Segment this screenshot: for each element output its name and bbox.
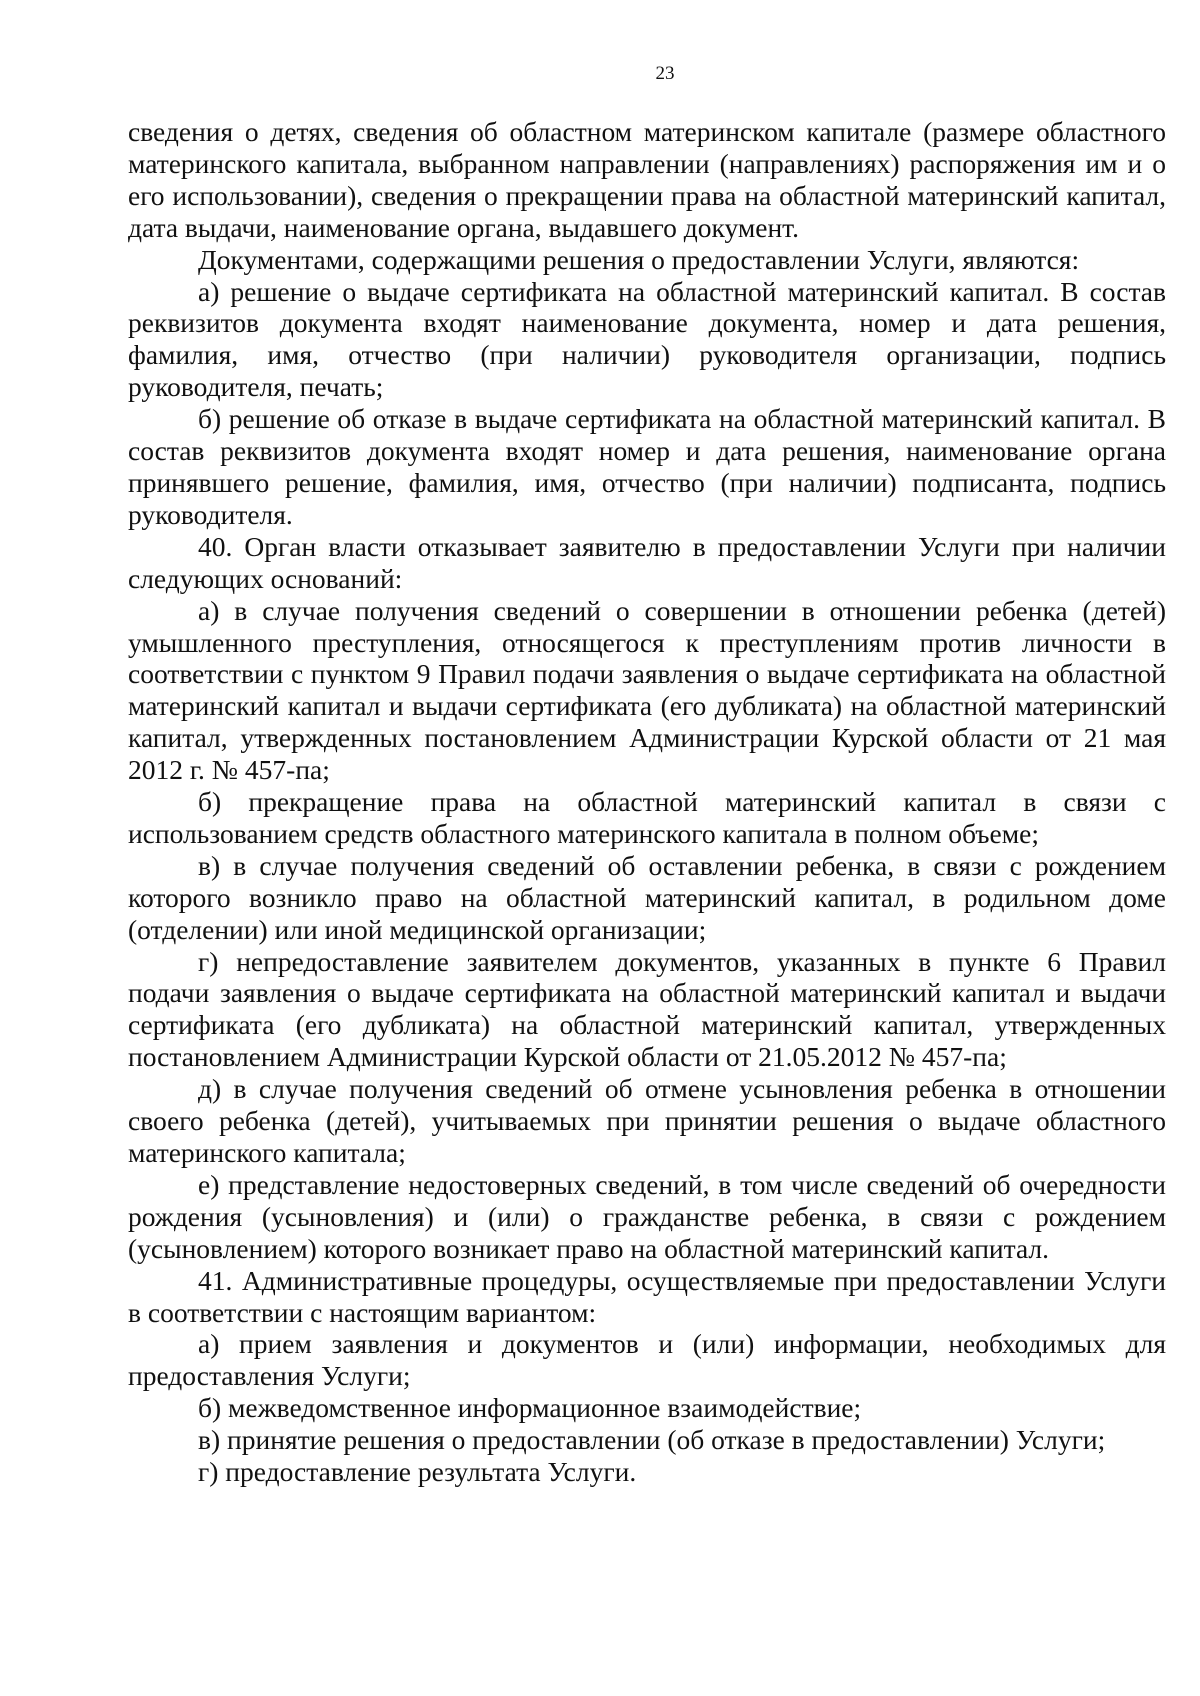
list-item-41-v: в) принятие решения о предоставлении (об отказе в предоставлении) Услуги; <box>198 1424 1106 1456</box>
paragraph-result-documents: Документами, содержащими решения о предоставлении Услуги, являются: <box>198 243 1080 275</box>
paragraph-section-40: 40. Орган власти отказывает заявителю в предоставлении Услуги при наличии следующих оснований: <box>128 530 1166 594</box>
list-item-40-e: е) представление недостоверных сведений, в том числе сведений об очередности рождения (усыновления) и (или) о гражданстве ребенка, в связи с рождением (усыновлением) которого возникает право на областной материнский капитал. <box>128 1168 1166 1264</box>
document-page <box>128 62 1166 1488</box>
document-body <box>128 116 1166 1488</box>
list-item-41-g: г) предоставление результата Услуги. <box>198 1456 637 1488</box>
list-item-40-a: а) в случае получения сведений о совершении в отношении ребенка (детей) умышленного преступления, относящегося к преступлениям против личности в соответствии с пунктом 9 Правил подачи заявления о выдаче сертификата на областной материнский капитал и выдачи сертификата (его дубликата) на областной материнский капитал, утвержденных постановлением Администрации Курской области от 21 мая 2012 г. № 457-па; <box>128 594 1166 786</box>
list-item-40-b: б) прекращение права на областной материнский капитал в связи с использованием средств областного материнского капитала в полном объеме; <box>128 786 1166 849</box>
list-item-40-v: в) в случае получения сведений об оставлении ребенка, в связи с рождением которого возникло право на областной материнский капитал, в родильном доме (отделении) или иной медицинской организации; <box>128 849 1166 945</box>
list-item-40-g: г) непредоставление заявителем документов, указанных в пункте 6 Правил подачи заявления о выдаче сертификата на областной материнский капитал и выдачи сертификата (его дубликата) на областной материнский капитал, утвержденных постановлением Администрации Курской области от 21.05.2012 № 457-па; <box>128 945 1166 1073</box>
page-number: 23 <box>655 63 675 84</box>
list-item-a-certificate-decision: а) решение о выдаче сертификата на областной материнский капитал. В состав реквизитов документа входят наименование документа, номер и дата решения, фамилия, имя, отчество (при наличии) руководителя организации, подпись руководителя, печать; <box>128 275 1166 403</box>
list-item-b-refusal-decision: б) решение об отказе в выдаче сертификата на областной материнский капитал. В состав реквизитов документа входят номер и дата решения, наименование органа принявшего решение, фамилия, имя, отчество (при наличии) подписанта, подпись руководителя. <box>128 403 1166 530</box>
paragraph-section-41: 41. Административные процедуры, осуществляемые при предоставлении Услуги в соответствии с настоящим вариантом: <box>128 1264 1166 1328</box>
list-item-41-b: б) межведомственное информационное взаимодействие; <box>198 1392 862 1424</box>
list-item-40-d: д) в случае получения сведений об отмене усыновления ребенка в отношении своего ребенка (детей), учитываемых при принятии решения о выдаче областного материнского капитала; <box>128 1073 1166 1168</box>
paragraph-intro-continuation: сведения о детях, сведения об областном материнском капитале (размере областного материнского капитала, выбранном направлении (направлениях) распоряжения им и о его использовании), сведения о прекращении права на областной материнский капитал, дата выдачи, наименование органа, выдавшего документ. <box>128 116 1166 243</box>
list-item-41-a: а) прием заявления и документов и (или) информации, необходимых для предоставления Услуги; <box>128 1328 1166 1392</box>
